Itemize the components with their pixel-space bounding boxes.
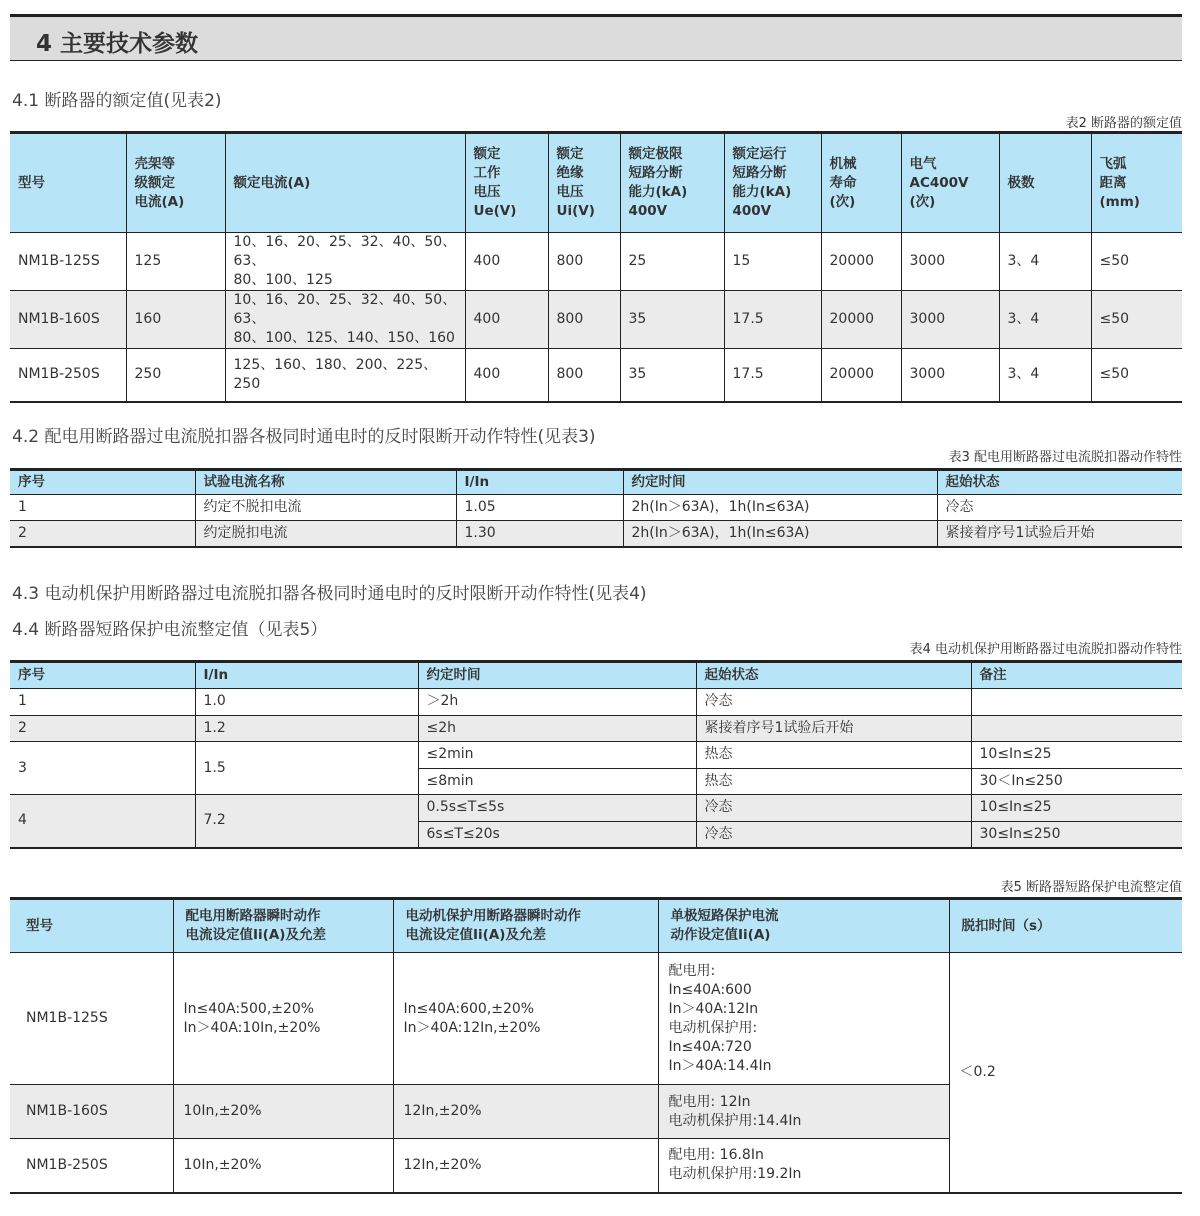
table-cell: 800 [548, 349, 620, 402]
subheading-4-3: 4.3 电动机保护用断路器过电流脱扣器各极同时通电时的反时限断开动作特性(见表4) [12, 584, 647, 604]
table-cell: 10≤In≤25 [971, 742, 1182, 769]
section-header [10, 14, 1182, 61]
header-cell: 额定 工作 电压 Ue(V) [465, 133, 548, 233]
table-row [10, 349, 1182, 402]
table-cell: In≤40A:500,±20% In＞40A:10In,±20% [173, 953, 393, 1085]
header-cell: 脱扣时间（s） [949, 899, 1182, 953]
table-cell: 冷态 [696, 689, 971, 716]
table-cell: ≤50 [1091, 349, 1182, 402]
table-cell: 热态 [696, 742, 971, 769]
table-cell: 热态 [696, 768, 971, 795]
table-cell: NM1B-250S [10, 1139, 173, 1193]
header-cell: 约定时间 [418, 662, 696, 689]
header-cell: I/In [195, 662, 418, 689]
table-cell [971, 689, 1182, 716]
header-cell: I/In [456, 470, 623, 495]
table-cell: 25 [620, 233, 724, 291]
header-cell: 备注 [971, 662, 1182, 689]
subheading-4-1: 4.1 断路器的额定值(见表2) [12, 91, 222, 111]
table-cell: 250 [126, 349, 225, 402]
table-cell: 20000 [821, 233, 901, 291]
table-cell: 1.0 [195, 689, 418, 716]
table-row [10, 521, 1182, 547]
table-cell: 冷态 [696, 795, 971, 822]
table-cell: ≤50 [1091, 233, 1182, 291]
table-cell: 配电用: 16.8In 电动机保护用:19.2In [658, 1139, 949, 1193]
table-cell: 125 [126, 233, 225, 291]
header-cell: 额定极限 短路分断 能力(kA) 400V [620, 133, 724, 233]
subheading-4-4: 4.4 断路器短路保护电流整定值（见表5） [12, 620, 328, 640]
table-cell: NM1B-160S [10, 1085, 173, 1139]
table-cell: 0.5s≤T≤5s [418, 795, 696, 822]
table-cell: 约定脱扣电流 [195, 521, 456, 547]
table-cell: 10≤In≤25 [971, 795, 1182, 822]
table-cell: 3、4 [999, 349, 1091, 402]
header-cell: 配电用断路器瞬时动作 电流设定值Ii(A)及允差 [173, 899, 393, 953]
table-cell: ≤50 [1091, 291, 1182, 349]
table-cell: ≤8min [418, 768, 696, 795]
table-cell: 3、4 [999, 291, 1091, 349]
table-row [10, 795, 1182, 822]
table-cell: 35 [620, 291, 724, 349]
table-cell: 800 [548, 233, 620, 291]
table-cell: 2h(In＞63A)，1h(In≤63A) [623, 495, 937, 521]
table-cell: 1.2 [195, 715, 418, 742]
table-cell: ≤2min [418, 742, 696, 769]
header-cell: 额定 绝缘 电压 Ui(V) [548, 133, 620, 233]
table-cell: NM1B-250S [10, 349, 126, 402]
table3-caption: 表3 配电用断路器过电流脱扣器动作特性 [948, 450, 1182, 465]
table-cell: 20000 [821, 349, 901, 402]
header-cell: 额定运行 短路分断 能力(kA) 400V [724, 133, 821, 233]
table-cell: ＞2h [418, 689, 696, 716]
table-cell: 3、4 [999, 233, 1091, 291]
table-cell: 20000 [821, 291, 901, 349]
table-cell: 1.05 [456, 495, 623, 521]
header-cell: 起始状态 [696, 662, 971, 689]
header-cell: 机械 寿命 (次) [821, 133, 901, 233]
table-cell: 15 [724, 233, 821, 291]
table-cell: 1.5 [195, 742, 418, 795]
table-cell: 12In,±20% [393, 1085, 658, 1139]
table-row [10, 715, 1182, 742]
table-cell: 3 [10, 742, 195, 795]
table-row [10, 689, 1182, 716]
table-cell: 紧接着序号1试验后开始 [937, 521, 1182, 547]
table-cell: 1.30 [456, 521, 623, 547]
table-cell: 400 [465, 349, 548, 402]
table-cell: 3000 [901, 291, 999, 349]
table-header-row [10, 133, 1182, 233]
table-cell: 2h(In＞63A)，1h(In≤63A) [623, 521, 937, 547]
table-header-row [10, 899, 1182, 953]
table-cell: 125、160、180、200、225、250 [225, 349, 465, 402]
table-cell: 17.5 [724, 349, 821, 402]
header-cell: 序号 [10, 662, 195, 689]
table-row [10, 291, 1182, 349]
table-cell: 10In,±20% [173, 1139, 393, 1193]
table-cell: NM1B-125S [10, 233, 126, 291]
table-header-row [10, 470, 1182, 495]
table-cell: 冷态 [696, 821, 971, 848]
distribution-trip-table [10, 468, 1182, 548]
header-cell: 壳架等 级额定 电流(A) [126, 133, 225, 233]
header-cell: 单极短路保护电流 动作设定值Ii(A) [658, 899, 949, 953]
table-cell: 1 [10, 689, 195, 716]
table-cell: 冷态 [937, 495, 1182, 521]
header-cell: 电气 AC400V (次) [901, 133, 999, 233]
table-cell: 30＜In≤250 [971, 768, 1182, 795]
table2-caption: 表2 断路器的额定值 [1065, 116, 1182, 131]
short-circuit-setting-table [10, 897, 1182, 1194]
table5-caption: 表5 断路器短路保护电流整定值 [1000, 880, 1182, 895]
table-row [10, 953, 1182, 1085]
rated-values-table [10, 131, 1182, 403]
table-row [10, 233, 1182, 291]
table-cell: 约定不脱扣电流 [195, 495, 456, 521]
table-cell: 17.5 [724, 291, 821, 349]
table-cell: 3000 [901, 233, 999, 291]
table-cell: 35 [620, 349, 724, 402]
table-header-row [10, 662, 1182, 689]
header-cell: 电动机保护用断路器瞬时动作 电流设定值Ii(A)及允差 [393, 899, 658, 953]
header-cell: 极数 [999, 133, 1091, 233]
header-cell: 起始状态 [937, 470, 1182, 495]
table-cell: 6s≤T≤20s [418, 821, 696, 848]
section-title: 4 主要技术参数 [36, 31, 199, 57]
table-cell: 10In,±20% [173, 1085, 393, 1139]
header-cell: 额定电流(A) [225, 133, 465, 233]
table-cell: NM1B-125S [10, 953, 173, 1085]
header-cell: 型号 [10, 899, 173, 953]
table-cell: 400 [465, 291, 548, 349]
table-cell: 2 [10, 715, 195, 742]
table-cell: 10、16、20、25、32、40、50、63、 80、100、125 [225, 233, 465, 291]
table-cell: 紧接着序号1试验后开始 [696, 715, 971, 742]
table-cell: 2 [10, 521, 195, 547]
table-cell [971, 715, 1182, 742]
trip-time-cell: ＜0.2 [949, 953, 1182, 1193]
table-cell: 3000 [901, 349, 999, 402]
subheading-4-2: 4.2 配电用断路器过电流脱扣器各极同时通电时的反时限断开动作特性(见表3) [12, 427, 596, 447]
table-row [10, 495, 1182, 521]
table-cell: NM1B-160S [10, 291, 126, 349]
table-cell: ≤2h [418, 715, 696, 742]
table-row [10, 742, 1182, 769]
table-cell: In≤40A:600,±20% In＞40A:12In,±20% [393, 953, 658, 1085]
table-cell: 160 [126, 291, 225, 349]
header-cell: 试验电流名称 [195, 470, 456, 495]
table-cell: 12In,±20% [393, 1139, 658, 1193]
table-cell: 1 [10, 495, 195, 521]
header-cell: 约定时间 [623, 470, 937, 495]
table-cell: 7.2 [195, 795, 418, 848]
header-cell: 型号 [10, 133, 126, 233]
table-cell: 4 [10, 795, 195, 848]
table-cell: 400 [465, 233, 548, 291]
header-cell: 飞弧 距离 (mm) [1091, 133, 1182, 233]
motor-trip-table [10, 660, 1182, 849]
table-cell: 800 [548, 291, 620, 349]
table4-caption: 表4 电动机保护用断路器过电流脱扣器动作特性 [909, 642, 1182, 657]
header-cell: 序号 [10, 470, 195, 495]
table-cell: 配电用: In≤40A:600 In＞40A:12In 电动机保护用: In≤40A:720 In＞40A:14.4In [658, 953, 949, 1085]
table-cell: 10、16、20、25、32、40、50、63、 80、100、125、140、150、160 [225, 291, 465, 349]
table-cell: 30≤In≤250 [971, 821, 1182, 848]
table-cell: 配电用: 12In 电动机保护用:14.4In [658, 1085, 949, 1139]
